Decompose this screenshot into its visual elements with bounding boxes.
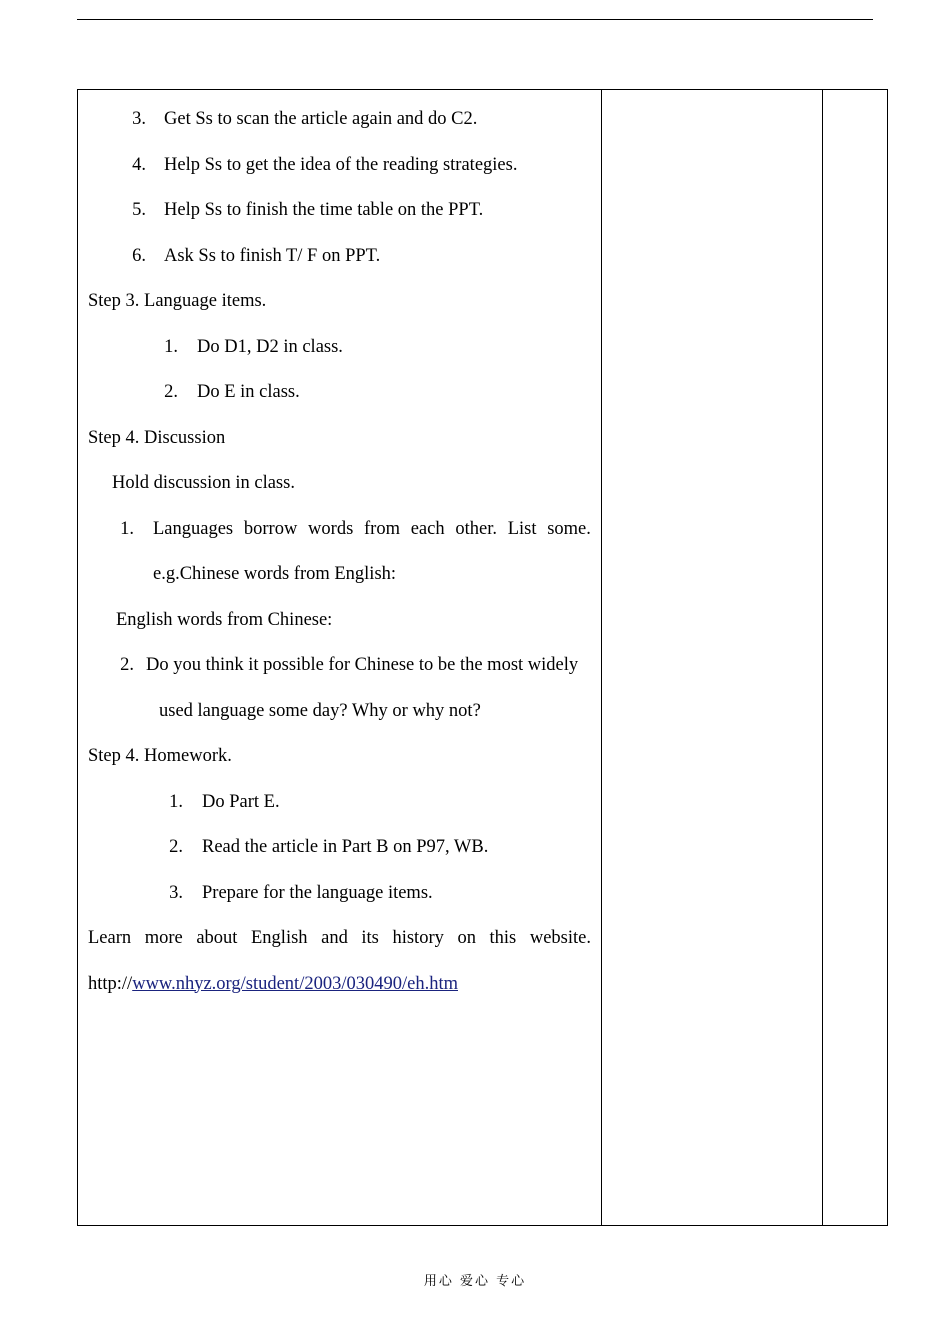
list-number: 2. <box>120 655 134 675</box>
list-text: Do Part E. <box>202 791 280 812</box>
list-number: 6. <box>132 245 146 266</box>
question-2-line-2 <box>88 689 591 735</box>
list-number: 1. <box>120 518 134 539</box>
word: about <box>196 928 238 948</box>
list-text: Ask Ss to finish T/ F on PPT. <box>164 245 381 266</box>
discussion-intro-text: Hold discussion in class. <box>112 473 295 493</box>
learn-more-words <box>88 916 591 962</box>
page-footer: 用心 爱心 专心 <box>423 1274 527 1289</box>
question-1-line-3-text: English words from Chinese: <box>116 609 333 630</box>
list-item <box>88 780 591 826</box>
word: Learn <box>88 928 132 948</box>
question-1-line-2 <box>88 552 591 598</box>
list-text: Do E in class. <box>197 382 300 402</box>
question-2-line-1: Do you think it possible for Chinese to be the most widely <box>146 655 579 675</box>
word: some. <box>547 518 591 539</box>
url-prefix: http:// <box>88 973 133 994</box>
list-number: 2. <box>164 382 178 402</box>
question-1-line-2-text: e.g.Chinese words from English: <box>153 564 397 584</box>
list-text: Get Ss to scan the article again and do C2. <box>164 109 478 129</box>
lesson-steps-cell <box>88 97 591 1007</box>
list-number: 2. <box>169 837 183 857</box>
discussion-question-2 <box>88 643 591 689</box>
word: borrow <box>243 518 298 539</box>
step4-discussion-heading: Step 4. Discussion <box>88 427 226 448</box>
list-number: 1. <box>169 791 183 812</box>
list-item <box>88 234 591 280</box>
list-text: Read the article in Part B on P97, WB. <box>202 837 489 857</box>
word: history <box>392 928 444 948</box>
word: words <box>308 518 354 539</box>
column-divider-1 <box>601 89 602 1226</box>
step4-homework-heading: Step 4. Homework. <box>88 746 232 766</box>
word: its <box>361 928 379 948</box>
discussion-question-1 <box>88 507 591 553</box>
word: more <box>144 928 183 948</box>
word: List <box>507 518 537 539</box>
list-number: 3. <box>169 882 183 903</box>
word: on <box>457 928 476 948</box>
list-number: 1. <box>164 336 178 357</box>
question-1-line-3 <box>88 598 591 644</box>
question-1-line-1 <box>153 507 591 553</box>
word: website. <box>529 928 591 948</box>
list-item <box>88 188 591 234</box>
question-2-line-2-text: used language some day? Why or why not? <box>159 700 481 721</box>
list-text: Prepare for the language items. <box>202 882 433 903</box>
list-item <box>88 871 591 917</box>
list-item <box>88 97 591 143</box>
word: other. <box>455 518 497 539</box>
website-url-line <box>88 962 591 1008</box>
header-rule <box>77 19 873 20</box>
list-item <box>88 825 591 871</box>
step3-heading: Step 3. Language items. <box>88 291 267 311</box>
column-divider-2 <box>822 89 823 1226</box>
word: English <box>251 928 308 948</box>
list-text: Do D1, D2 in class. <box>197 336 343 357</box>
list-number: 4. <box>132 154 146 175</box>
list-item <box>88 370 591 416</box>
list-text: Help Ss to finish the time table on the PPT. <box>164 200 484 220</box>
discussion-intro <box>88 461 591 507</box>
word: and <box>321 928 348 948</box>
word: this <box>489 928 517 948</box>
list-item <box>88 325 591 371</box>
list-number: 3. <box>132 109 146 129</box>
learn-more-line <box>88 916 591 962</box>
website-link[interactable]: www.nhyz.org/student/2003/030490/eh.htm <box>132 973 458 994</box>
word: each <box>410 518 445 539</box>
list-item <box>88 143 591 189</box>
word: Languages <box>153 518 234 539</box>
list-text: Help Ss to get the idea of the reading strategies. <box>164 154 518 175</box>
list-number: 5. <box>132 200 146 220</box>
word: from <box>364 518 400 539</box>
